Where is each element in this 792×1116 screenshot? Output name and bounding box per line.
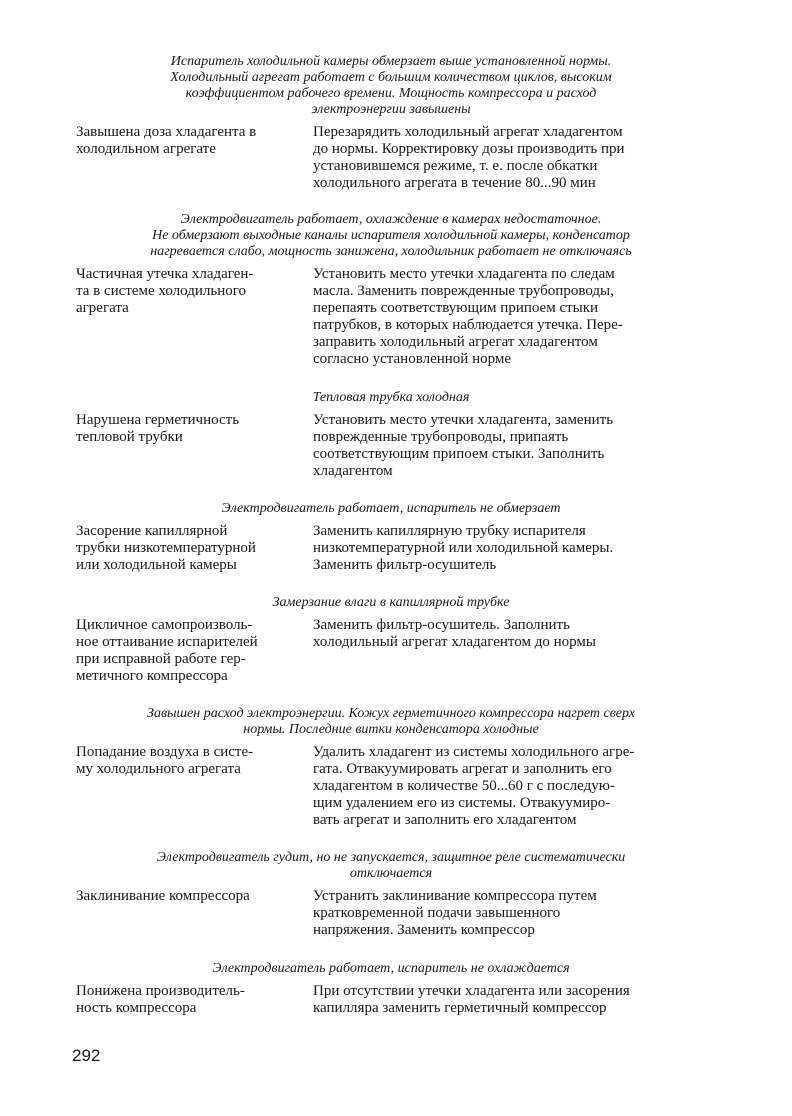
remedy-line: Заменить капиллярную трубку испарителя — [313, 523, 586, 539]
cause-cell — [76, 744, 306, 778]
remedy-cell — [313, 266, 713, 368]
heading-line: Не обмерзают выходные каналы испарителя холодильной камеры, конденсатор — [152, 228, 630, 243]
remedy-line: масла. Заменить поврежденные трубопроводы, — [313, 283, 614, 299]
fault-section — [76, 54, 706, 191]
heading-line: Испаритель холодильной камеры обмерзает выше установленной нормы. — [170, 54, 612, 69]
remedy-line: до нормы. Корректировку дозы производить при — [313, 141, 625, 157]
cause-line: метичного компрессора — [76, 668, 228, 684]
remedy-cell — [313, 523, 713, 574]
remedy-line: согласно установленной норме — [313, 351, 512, 367]
remedy-line: При отсутствии утечки хладагента или засорения — [313, 983, 630, 999]
cause-cell — [76, 412, 306, 446]
cause-line: или холодильной камеры — [76, 557, 237, 573]
section-heading — [76, 501, 706, 517]
cause-cell — [76, 617, 306, 685]
remedy-line: Установить место утечки хладагента по следам — [313, 266, 615, 282]
cause-cell — [76, 888, 306, 905]
remedy-line: перепаять соответствующим припоем стыки — [313, 300, 599, 316]
cause-line: агрегата — [76, 300, 129, 316]
cause-cell — [76, 983, 306, 1017]
remedy-cell — [313, 983, 713, 1017]
fault-section — [76, 850, 706, 938]
cause-line: при исправной работе гер- — [76, 651, 246, 667]
remedy-line: соответствующим припоем стыки. Заполнить — [313, 446, 605, 462]
remedy-cell — [313, 124, 713, 192]
remedy-line: патрубков, в которых наблюдается утечка. Пере- — [313, 317, 623, 333]
cause-cell — [76, 266, 306, 317]
heading-line: нагревается слабо, мощность занижена, холодильник работает не отключаясь — [150, 244, 632, 259]
heading-line: электроэнергии завышены — [311, 102, 471, 117]
remedy-cell — [313, 744, 713, 829]
remedy-line: вать агрегат и заполнить его хладагентом — [313, 812, 577, 828]
remedy-line: поврежденные трубопроводы, припаять — [313, 429, 569, 445]
cause-line: ное оттаивание испарителей — [76, 634, 258, 650]
remedy-line: щим удалением его из системы. Отвакуумиро- — [313, 795, 611, 811]
fault-section — [76, 961, 706, 1016]
cause-line: Частичная утечка хладаген- — [76, 266, 254, 282]
remedy-cell — [313, 412, 713, 480]
remedy-cell — [313, 888, 713, 939]
fault-section — [76, 390, 706, 479]
section-heading — [76, 850, 706, 882]
heading-line: Электродвигатель гудит, но не запускается, защитное реле систематически — [156, 850, 626, 865]
section-heading — [76, 706, 706, 738]
remedy-line: Установить место утечки хладагента, заменить — [313, 412, 614, 428]
cause-line: тепловой трубки — [76, 429, 183, 445]
remedy-line: капилляра заменить герметичный компрессор — [313, 1000, 607, 1016]
section-heading — [76, 212, 706, 260]
cause-line: Цикличное самопроизволь- — [76, 617, 253, 633]
heading-line: Электродвигатель работает, испаритель не охлаждается — [212, 961, 570, 976]
cause-line: Попадание воздуха в систе- — [76, 744, 254, 760]
heading-line: нормы. Последние витки конденсатора холодные — [243, 722, 539, 737]
section-heading — [76, 54, 706, 118]
heading-line: отключается — [349, 866, 433, 881]
remedy-line: Заменить фильтр-осушитель. Заполнить — [313, 617, 570, 633]
remedy-line: хладагентом в количестве 50...60 г с последую- — [313, 778, 615, 794]
fault-section — [76, 706, 706, 828]
remedy-line: хладагентом — [313, 463, 393, 479]
cause-line: му холодильного агрегата — [76, 761, 241, 777]
heading-line: Электродвигатель работает, охлаждение в камерах недостаточное. — [180, 212, 602, 227]
cause-line: Заклинивание компрессора — [76, 888, 250, 904]
section-heading — [76, 595, 706, 611]
remedy-line: установившемся режиме, т. е. после обкатки — [313, 158, 598, 174]
cause-cell — [76, 523, 306, 574]
cause-cell — [76, 124, 306, 158]
section-heading — [76, 961, 706, 977]
cause-line: Нарушена герметичность — [76, 412, 240, 428]
remedy-line: Заменить фильтр-осушитель — [313, 557, 497, 573]
heading-line: Электродвигатель работает, испаритель не обмерзает — [221, 501, 561, 516]
heading-line: Замерзание влаги в капиллярной трубке — [272, 595, 510, 610]
remedy-line: низкотемпературной или холодильной камеры. — [313, 540, 614, 556]
heading-line: Холодильный агрегат работает с большим количеством циклов, высоким — [170, 70, 612, 85]
cause-line: трубки низкотемпературной — [76, 540, 256, 556]
remedy-line: заправить холодильный агрегат хладагентом — [313, 334, 598, 350]
page-number: 292 — [72, 1046, 101, 1065]
section-heading — [76, 390, 706, 406]
fault-section — [76, 595, 706, 684]
cause-line: ность компрессора — [76, 1000, 197, 1016]
cause-line: холодильном агрегате — [76, 141, 216, 157]
heading-line: Завышен расход электроэнергии. Кожух герметичного компрессора нагрет сверх — [147, 706, 635, 721]
heading-line: коэффициентом рабочего времени. Мощность компрессора и расход — [185, 86, 597, 101]
cause-line: та в системе холодильного — [76, 283, 247, 299]
remedy-line: Перезарядить холодильный агрегат хладагентом — [313, 124, 623, 140]
cause-line: Понижена производитель- — [76, 983, 245, 999]
remedy-line: холодильного агрегата в течение 80...90 мин — [313, 175, 596, 191]
cause-line: Засорение капиллярной — [76, 523, 228, 539]
remedy-line: Удалить хладагент из системы холодильного агре- — [313, 744, 635, 760]
fault-section — [76, 501, 706, 573]
remedy-line: холодильный агрегат хладагентом до нормы — [313, 634, 596, 650]
cause-line: Завышена доза хладагента в — [76, 124, 257, 140]
remedy-line: напряжения. Заменить компрессор — [313, 922, 535, 938]
remedy-line: Устранить заклинивание компрессора путем — [313, 888, 597, 904]
heading-line: Тепловая трубка холодная — [312, 390, 470, 405]
remedy-line: гата. Отвакуумировать агрегат и заполнить его — [313, 761, 612, 777]
remedy-line: кратковременной подачи завышенного — [313, 905, 561, 921]
fault-section — [76, 212, 706, 367]
remedy-cell — [313, 617, 713, 651]
